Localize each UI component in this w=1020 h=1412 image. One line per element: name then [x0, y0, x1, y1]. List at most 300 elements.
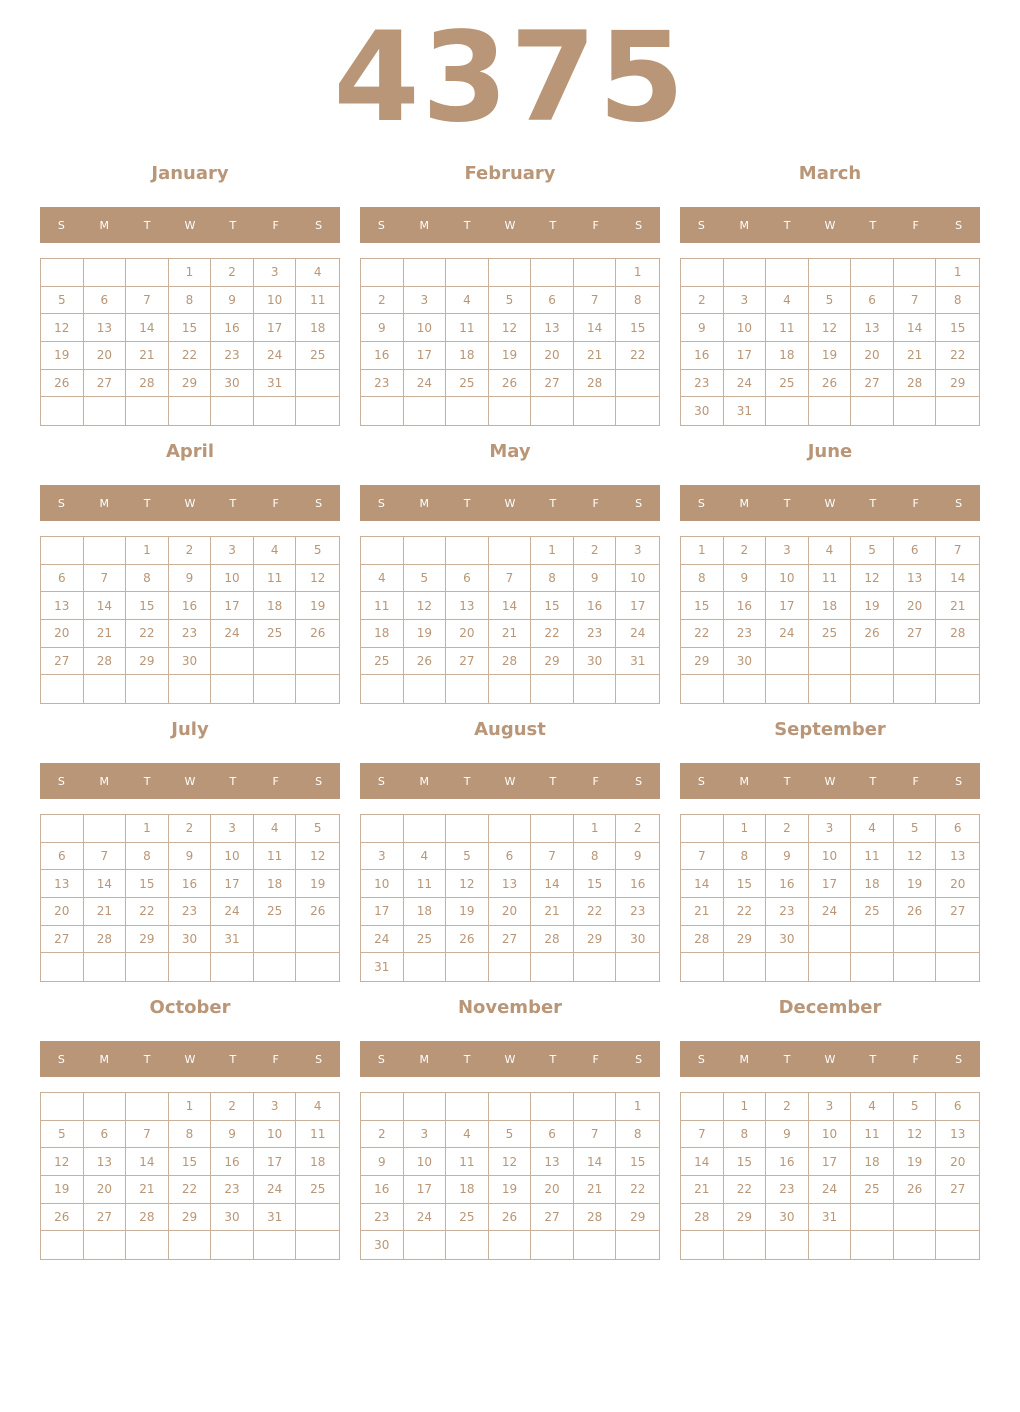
empty-day-cell — [894, 1204, 937, 1232]
day-cell: 28 — [84, 648, 127, 676]
weekday-label: F — [912, 1052, 919, 1066]
day-cell: 17 — [809, 870, 852, 898]
weekday-header — [40, 485, 340, 521]
day-cell: 4 — [851, 815, 894, 843]
empty-day-cell — [766, 1231, 809, 1259]
day-cell: 7 — [574, 287, 617, 315]
day-cell: 17 — [404, 342, 447, 370]
weekday-label: W — [504, 218, 516, 232]
day-grid — [680, 1092, 980, 1260]
empty-day-cell — [211, 648, 254, 676]
day-cell: 6 — [851, 287, 894, 315]
day-cell: 13 — [84, 1148, 127, 1176]
day-cell: 15 — [574, 870, 617, 898]
day-cell: 30 — [169, 648, 212, 676]
month-name: June — [807, 441, 853, 462]
day-cell: 22 — [126, 898, 169, 926]
day-cell: 28 — [126, 370, 169, 398]
day-cell: 15 — [169, 1148, 212, 1176]
day-cell: 21 — [681, 1176, 724, 1204]
empty-day-cell — [936, 926, 979, 954]
weekday-label: S — [377, 1052, 385, 1066]
day-cell: 25 — [446, 370, 489, 398]
month-name: May — [489, 441, 531, 462]
empty-day-cell — [851, 259, 894, 287]
day-cell: 15 — [126, 592, 169, 620]
empty-day-cell — [531, 259, 574, 287]
day-cell: 4 — [404, 843, 447, 871]
day-cell: 24 — [361, 926, 404, 954]
day-cell: 20 — [531, 1176, 574, 1204]
day-cell: 23 — [681, 370, 724, 398]
day-cell: 27 — [446, 648, 489, 676]
empty-day-cell — [126, 1093, 169, 1121]
day-cell: 30 — [616, 926, 659, 954]
empty-day-cell — [254, 1231, 297, 1259]
weekday-label: T — [869, 496, 877, 510]
empty-day-cell — [531, 397, 574, 425]
day-cell: 23 — [574, 620, 617, 648]
empty-day-cell — [724, 1231, 767, 1259]
day-cell: 2 — [169, 815, 212, 843]
day-cell: 21 — [84, 620, 127, 648]
weekday-label: F — [272, 1052, 279, 1066]
empty-day-cell — [41, 259, 84, 287]
empty-day-cell — [446, 1231, 489, 1259]
empty-day-cell — [851, 397, 894, 425]
empty-day-cell — [211, 397, 254, 425]
empty-day-cell — [574, 953, 617, 981]
day-cell: 9 — [766, 1121, 809, 1149]
day-cell: 30 — [211, 370, 254, 398]
day-cell: 19 — [446, 898, 489, 926]
weekday-label: F — [592, 1052, 599, 1066]
day-cell: 1 — [169, 259, 212, 287]
day-cell: 26 — [41, 1204, 84, 1232]
day-cell: 3 — [404, 1121, 447, 1149]
day-cell: 4 — [296, 1093, 339, 1121]
day-cell: 22 — [724, 898, 767, 926]
day-cell: 14 — [681, 870, 724, 898]
day-cell: 24 — [404, 370, 447, 398]
day-cell: 16 — [211, 1148, 254, 1176]
day-cell: 11 — [296, 1121, 339, 1149]
weekday-label: S — [315, 218, 323, 232]
month-february — [360, 160, 660, 438]
day-cell: 24 — [809, 1176, 852, 1204]
day-cell: 26 — [851, 620, 894, 648]
day-cell: 12 — [894, 843, 937, 871]
weekday-label: S — [57, 1052, 65, 1066]
empty-day-cell — [41, 1231, 84, 1259]
weekday-label: W — [184, 1052, 196, 1066]
day-cell: 17 — [211, 870, 254, 898]
empty-day-cell — [489, 537, 532, 565]
empty-day-cell — [681, 815, 724, 843]
day-cell: 5 — [41, 1121, 84, 1149]
day-cell: 16 — [361, 342, 404, 370]
empty-day-cell — [84, 815, 127, 843]
empty-day-cell — [724, 259, 767, 287]
empty-day-cell — [894, 397, 937, 425]
day-cell: 18 — [404, 898, 447, 926]
day-cell: 29 — [724, 1204, 767, 1232]
weekday-label: S — [57, 496, 65, 510]
day-cell: 8 — [169, 287, 212, 315]
empty-day-cell — [404, 259, 447, 287]
weekday-label: M — [99, 218, 110, 232]
empty-day-cell — [809, 675, 852, 703]
empty-day-cell — [446, 815, 489, 843]
day-cell: 8 — [616, 287, 659, 315]
empty-day-cell — [936, 397, 979, 425]
weekday-label: T — [463, 218, 471, 232]
day-cell: 11 — [254, 565, 297, 593]
day-cell: 12 — [41, 1148, 84, 1176]
day-cell: 26 — [404, 648, 447, 676]
day-cell: 23 — [169, 620, 212, 648]
day-cell: 25 — [809, 620, 852, 648]
weekday-label: F — [272, 774, 279, 788]
day-grid — [360, 1092, 660, 1260]
day-grid — [40, 536, 340, 704]
day-cell: 30 — [169, 926, 212, 954]
day-cell: 3 — [809, 1093, 852, 1121]
empty-day-cell — [616, 1231, 659, 1259]
day-cell: 6 — [531, 287, 574, 315]
day-cell: 13 — [84, 314, 127, 342]
day-cell: 14 — [489, 592, 532, 620]
day-cell: 29 — [616, 1204, 659, 1232]
empty-day-cell — [489, 259, 532, 287]
day-cell: 20 — [936, 870, 979, 898]
weekday-header — [40, 207, 340, 243]
day-cell: 13 — [489, 870, 532, 898]
empty-day-cell — [936, 1231, 979, 1259]
weekday-label: T — [869, 218, 877, 232]
weekday-label: T — [783, 1052, 791, 1066]
empty-day-cell — [296, 370, 339, 398]
day-cell: 17 — [254, 1148, 297, 1176]
empty-day-cell — [851, 953, 894, 981]
day-cell: 27 — [489, 926, 532, 954]
day-cell: 16 — [616, 870, 659, 898]
month-may — [360, 438, 660, 716]
day-cell: 19 — [894, 870, 937, 898]
weekday-label: F — [592, 774, 599, 788]
empty-day-cell — [531, 953, 574, 981]
weekday-label: M — [419, 218, 430, 232]
empty-day-cell — [851, 648, 894, 676]
day-cell: 8 — [681, 565, 724, 593]
day-cell: 23 — [616, 898, 659, 926]
month-name: October — [149, 997, 231, 1018]
day-cell: 1 — [574, 815, 617, 843]
empty-day-cell — [211, 1231, 254, 1259]
day-cell: 10 — [211, 843, 254, 871]
day-cell: 28 — [574, 370, 617, 398]
day-cell: 7 — [489, 565, 532, 593]
empty-day-cell — [296, 675, 339, 703]
empty-day-cell — [531, 675, 574, 703]
day-cell: 22 — [616, 1176, 659, 1204]
day-cell: 8 — [936, 287, 979, 315]
day-cell: 29 — [169, 370, 212, 398]
day-cell: 28 — [894, 370, 937, 398]
weekday-label: S — [955, 218, 963, 232]
empty-day-cell — [894, 1231, 937, 1259]
month-march — [680, 160, 980, 438]
day-cell: 28 — [84, 926, 127, 954]
weekday-label: T — [143, 1052, 151, 1066]
day-cell: 12 — [894, 1121, 937, 1149]
day-cell: 7 — [574, 1121, 617, 1149]
weekday-header — [360, 763, 660, 799]
day-cell: 27 — [84, 370, 127, 398]
day-cell: 27 — [851, 370, 894, 398]
weekday-label: S — [697, 774, 705, 788]
empty-day-cell — [489, 815, 532, 843]
month-name: September — [774, 719, 886, 740]
weekday-header — [360, 485, 660, 521]
weekday-label: S — [697, 496, 705, 510]
month-name: August — [474, 719, 546, 740]
day-cell: 8 — [616, 1121, 659, 1149]
empty-day-cell — [41, 953, 84, 981]
empty-day-cell — [84, 397, 127, 425]
empty-day-cell — [681, 1231, 724, 1259]
day-cell: 3 — [404, 287, 447, 315]
day-cell: 1 — [531, 537, 574, 565]
empty-day-cell — [851, 1231, 894, 1259]
day-cell: 24 — [211, 898, 254, 926]
empty-day-cell — [574, 1093, 617, 1121]
day-cell: 16 — [574, 592, 617, 620]
day-cell: 20 — [894, 592, 937, 620]
day-cell: 23 — [211, 342, 254, 370]
day-cell: 19 — [41, 342, 84, 370]
day-cell: 31 — [211, 926, 254, 954]
day-cell: 21 — [489, 620, 532, 648]
day-grid — [680, 536, 980, 704]
day-cell: 31 — [361, 953, 404, 981]
day-cell: 14 — [84, 592, 127, 620]
day-cell: 22 — [936, 342, 979, 370]
empty-day-cell — [84, 1093, 127, 1121]
day-cell: 30 — [361, 1231, 404, 1259]
day-cell: 2 — [681, 287, 724, 315]
weekday-label: M — [739, 218, 750, 232]
empty-day-cell — [894, 675, 937, 703]
empty-day-cell — [404, 397, 447, 425]
empty-day-cell — [254, 648, 297, 676]
month-april — [40, 438, 340, 716]
day-cell: 22 — [724, 1176, 767, 1204]
day-grid — [360, 814, 660, 982]
empty-day-cell — [404, 675, 447, 703]
month-name: November — [457, 997, 563, 1018]
day-cell: 31 — [724, 397, 767, 425]
empty-day-cell — [361, 259, 404, 287]
day-cell: 2 — [211, 259, 254, 287]
day-cell: 20 — [41, 898, 84, 926]
weekday-label: S — [635, 218, 643, 232]
month-july — [40, 716, 340, 994]
day-cell: 21 — [574, 1176, 617, 1204]
day-cell: 9 — [361, 314, 404, 342]
empty-day-cell — [126, 259, 169, 287]
day-cell: 12 — [446, 870, 489, 898]
day-cell: 19 — [809, 342, 852, 370]
weekday-header — [40, 763, 340, 799]
day-cell: 18 — [851, 1148, 894, 1176]
empty-day-cell — [41, 397, 84, 425]
months-grid — [40, 160, 980, 1272]
empty-day-cell — [531, 1231, 574, 1259]
empty-day-cell — [404, 1093, 447, 1121]
day-cell: 14 — [681, 1148, 724, 1176]
day-cell: 15 — [531, 592, 574, 620]
day-cell: 10 — [616, 565, 659, 593]
empty-day-cell — [84, 259, 127, 287]
empty-day-cell — [41, 537, 84, 565]
weekday-label: F — [912, 496, 919, 510]
weekday-label: T — [549, 218, 557, 232]
day-cell: 6 — [894, 537, 937, 565]
day-cell: 8 — [724, 1121, 767, 1149]
day-cell: 26 — [296, 620, 339, 648]
empty-day-cell — [296, 926, 339, 954]
empty-day-cell — [809, 1231, 852, 1259]
day-cell: 20 — [446, 620, 489, 648]
day-cell: 16 — [169, 592, 212, 620]
month-august — [360, 716, 660, 994]
day-cell: 22 — [681, 620, 724, 648]
day-cell: 10 — [404, 314, 447, 342]
day-cell: 9 — [616, 843, 659, 871]
weekday-label: T — [549, 774, 557, 788]
empty-day-cell — [211, 953, 254, 981]
day-cell: 19 — [296, 592, 339, 620]
day-cell: 25 — [254, 898, 297, 926]
day-cell: 24 — [254, 342, 297, 370]
day-cell: 30 — [766, 926, 809, 954]
empty-day-cell — [404, 1231, 447, 1259]
day-cell: 25 — [851, 1176, 894, 1204]
day-cell: 1 — [681, 537, 724, 565]
day-cell: 13 — [894, 565, 937, 593]
day-cell: 11 — [851, 843, 894, 871]
day-cell: 2 — [724, 537, 767, 565]
weekday-label: M — [419, 496, 430, 510]
day-cell: 8 — [126, 843, 169, 871]
day-cell: 15 — [616, 314, 659, 342]
empty-day-cell — [531, 1093, 574, 1121]
empty-day-cell — [809, 926, 852, 954]
day-cell: 6 — [936, 1093, 979, 1121]
day-cell: 8 — [574, 843, 617, 871]
day-cell: 24 — [809, 898, 852, 926]
day-cell: 20 — [84, 1176, 127, 1204]
day-cell: 21 — [531, 898, 574, 926]
day-cell: 21 — [126, 342, 169, 370]
day-cell: 17 — [254, 314, 297, 342]
day-cell: 22 — [169, 1176, 212, 1204]
weekday-label: T — [783, 496, 791, 510]
day-cell: 26 — [446, 926, 489, 954]
day-cell: 3 — [254, 1093, 297, 1121]
day-cell: 10 — [254, 1121, 297, 1149]
month-name: March — [798, 163, 862, 184]
day-cell: 4 — [809, 537, 852, 565]
empty-day-cell — [126, 397, 169, 425]
day-cell: 18 — [296, 314, 339, 342]
weekday-label: T — [143, 496, 151, 510]
weekday-label: T — [869, 774, 877, 788]
day-cell: 5 — [41, 287, 84, 315]
weekday-label: S — [697, 1052, 705, 1066]
day-cell: 10 — [766, 565, 809, 593]
day-cell: 25 — [404, 926, 447, 954]
day-cell: 28 — [681, 1204, 724, 1232]
day-cell: 24 — [254, 1176, 297, 1204]
day-cell: 20 — [851, 342, 894, 370]
empty-day-cell — [681, 259, 724, 287]
day-cell: 1 — [724, 815, 767, 843]
weekday-label: T — [229, 218, 237, 232]
weekday-label: T — [143, 774, 151, 788]
day-cell: 29 — [169, 1204, 212, 1232]
day-cell: 12 — [809, 314, 852, 342]
day-cell: 11 — [766, 314, 809, 342]
month-november — [360, 994, 660, 1272]
empty-day-cell — [296, 648, 339, 676]
day-cell: 23 — [361, 370, 404, 398]
empty-day-cell — [936, 675, 979, 703]
weekday-label: F — [912, 774, 919, 788]
day-cell: 2 — [574, 537, 617, 565]
day-cell: 19 — [894, 1148, 937, 1176]
weekday-label: M — [419, 1052, 430, 1066]
day-cell: 27 — [936, 898, 979, 926]
day-cell: 24 — [211, 620, 254, 648]
day-cell: 14 — [936, 565, 979, 593]
month-january — [40, 160, 340, 438]
weekday-header — [40, 1041, 340, 1077]
day-cell: 29 — [574, 926, 617, 954]
day-cell: 7 — [126, 1121, 169, 1149]
day-cell: 15 — [936, 314, 979, 342]
weekday-label: M — [739, 496, 750, 510]
empty-day-cell — [616, 953, 659, 981]
day-cell: 5 — [296, 537, 339, 565]
month-name: February — [464, 163, 556, 184]
empty-day-cell — [531, 815, 574, 843]
empty-day-cell — [809, 397, 852, 425]
day-cell: 15 — [616, 1148, 659, 1176]
day-cell: 28 — [126, 1204, 169, 1232]
empty-day-cell — [574, 259, 617, 287]
day-cell: 13 — [41, 592, 84, 620]
weekday-label: W — [184, 774, 196, 788]
empty-day-cell — [361, 815, 404, 843]
empty-day-cell — [169, 1231, 212, 1259]
empty-day-cell — [809, 648, 852, 676]
day-cell: 12 — [41, 314, 84, 342]
empty-day-cell — [446, 675, 489, 703]
day-cell: 12 — [296, 565, 339, 593]
weekday-label: F — [912, 218, 919, 232]
